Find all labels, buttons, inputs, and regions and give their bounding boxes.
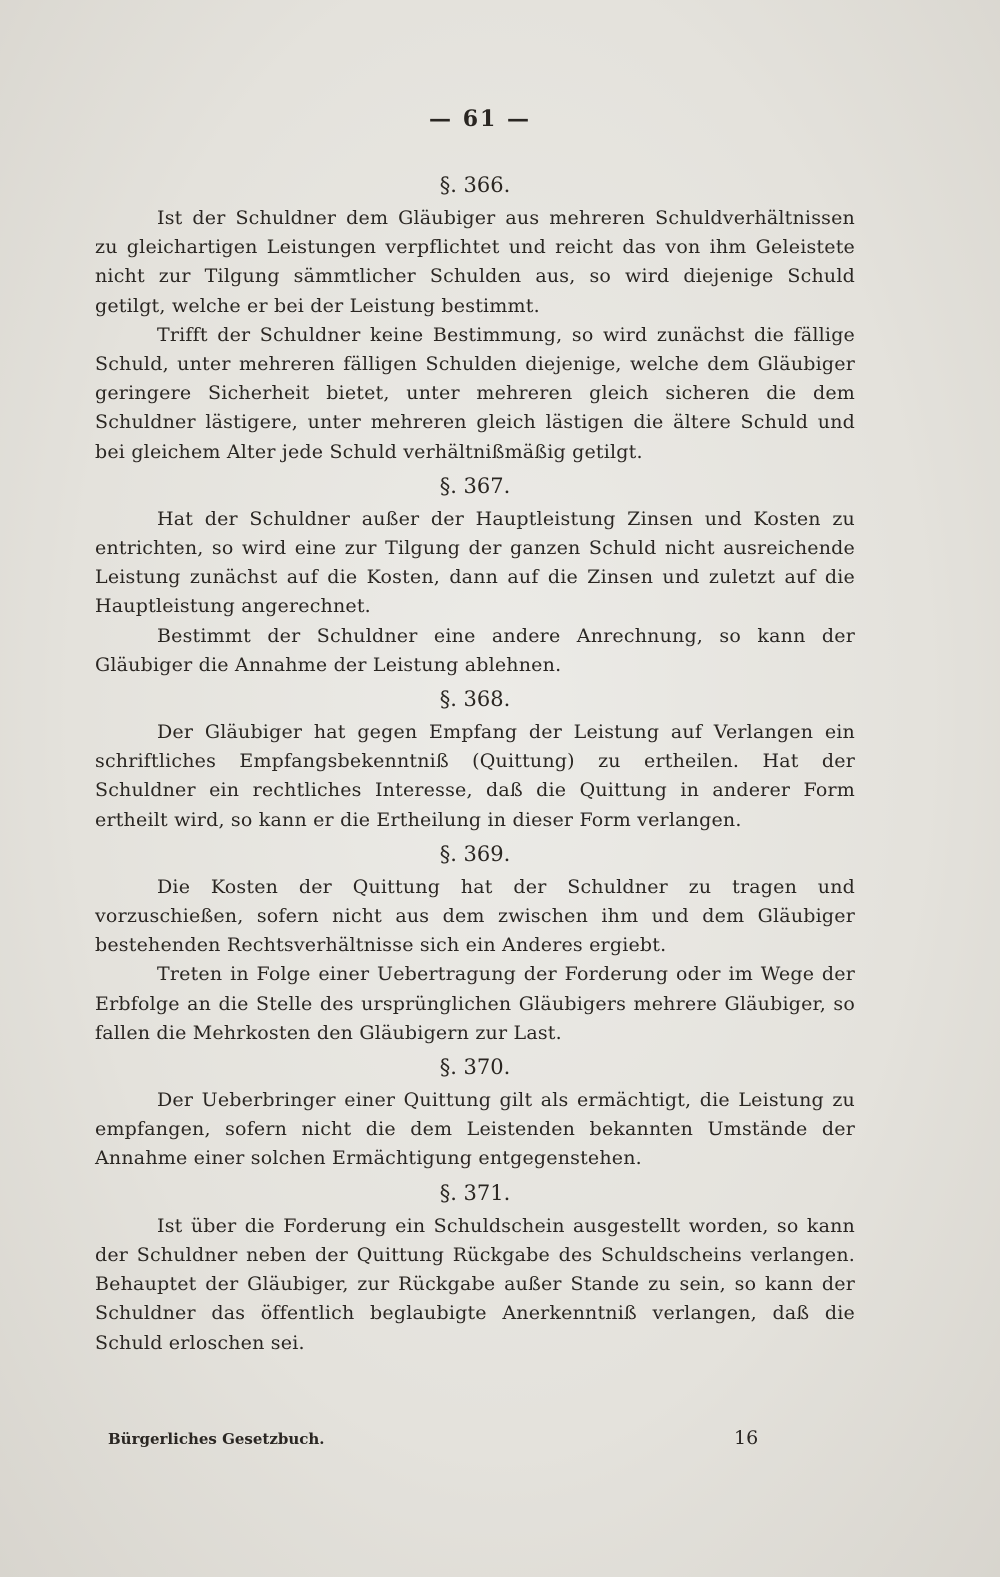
section-366: [95, 170, 855, 467]
paragraph: Bestimmt der Schuldner eine andere Anrechnung, so kann der Gläubiger die Annahme der Leistung ablehnen.: [95, 624, 855, 676]
section-heading: §. 370.: [439, 1055, 511, 1080]
paragraph: Der Ueberbringer einer Quittung gilt als ermächtigt, die Leistung zu empfangen, sofern nicht die dem Leistenden bekannten Umstände der Annahme einer solchen Ermächtigung entgegenstehen.: [95, 1089, 855, 1170]
paragraph: Trifft der Schuldner keine Bestimmung, so wird zunächst die fällige Schuld, unter mehreren fälligen Schulden diejenige, welche dem Gläubiger geringere Sicherheit bietet, unter mehreren gleich sicheren die dem Schuldner lästigere, unter mehreren gleich lästigen die ältere Schuld und bei gleichem Alter jede Schuld verhältnißmäßig getilgt.: [95, 323, 855, 463]
section-heading: §. 367.: [439, 473, 511, 498]
section-heading: §. 366.: [439, 173, 511, 197]
page-body: [95, 166, 855, 1358]
section-371: [95, 1178, 855, 1358]
section-369: [95, 839, 855, 1048]
paragraph: Die Kosten der Quittung hat der Schuldner zu tragen und vorzuschießen, sofern nicht aus dem zwischen ihm und dem Gläubiger bestehenden Rechtsverhältnisse sich ein Anderes ergiebt.: [95, 875, 855, 957]
section-367: [95, 471, 855, 680]
paragraph: Ist der Schuldner dem Gläubiger aus mehreren Schuldverhältnissen zu gleichartigen Leistungen verpflichtet und reicht das von ihm Geleistete nicht zur Tilgung sämmtlicher Schulden aus, so wird diejenige Schuld getilgt, welche er bei der Leistung bestimmt.: [95, 207, 855, 317]
section-368: [95, 684, 855, 835]
page-number: — 61 —: [429, 106, 531, 132]
footer-book-title: Bürgerliches Gesetzbuch.: [108, 1430, 325, 1448]
paragraph: Ist über die Forderung ein Schuldschein ausgestellt worden, so kann der Schuldner neben der Quittung Rückgabe des Schuldscheins verlangen. Behauptet der Gläubiger, zur Rückgabe außer Stande zu sein, so kann der Schuldner das öffentlich beglaubigte Anerkenntniß verlangen, daß die Schuld erloschen sei.: [95, 1214, 855, 1354]
section-heading: §. 368.: [439, 687, 511, 712]
section-370: [95, 1052, 855, 1174]
paragraph: Hat der Schuldner außer der Hauptleistung Zinsen und Kosten zu entrichten, so wird eine zur Tilgung der ganzen Schuld nicht ausreichende Leistung zunächst auf die Kosten, dann auf die Zinsen und zuletzt auf die Hauptleistung angerechnet.: [95, 507, 855, 618]
section-heading: §. 371.: [439, 1180, 511, 1205]
paragraph: Treten in Folge einer Uebertragung der Forderung oder im Wege der Erbfolge an die Stelle des ursprünglichen Gläubigers mehrere Gläubiger, so fallen die Mehrkosten den Gläubigern zur Last.: [95, 963, 855, 1044]
paragraph: Der Gläubiger hat gegen Empfang der Leistung auf Verlangen ein schriftliches Empfangsbekenntniß (Quittung) zu ertheilen. Hat der Schuldner ein rechtliches Interesse, daß die Quittung in anderer Form ertheilt wird, so kann er die Ertheilung in dieser Form verlangen.: [95, 721, 855, 831]
footer-signature-number: 16: [734, 1427, 759, 1449]
section-heading: §. 369.: [439, 841, 511, 866]
